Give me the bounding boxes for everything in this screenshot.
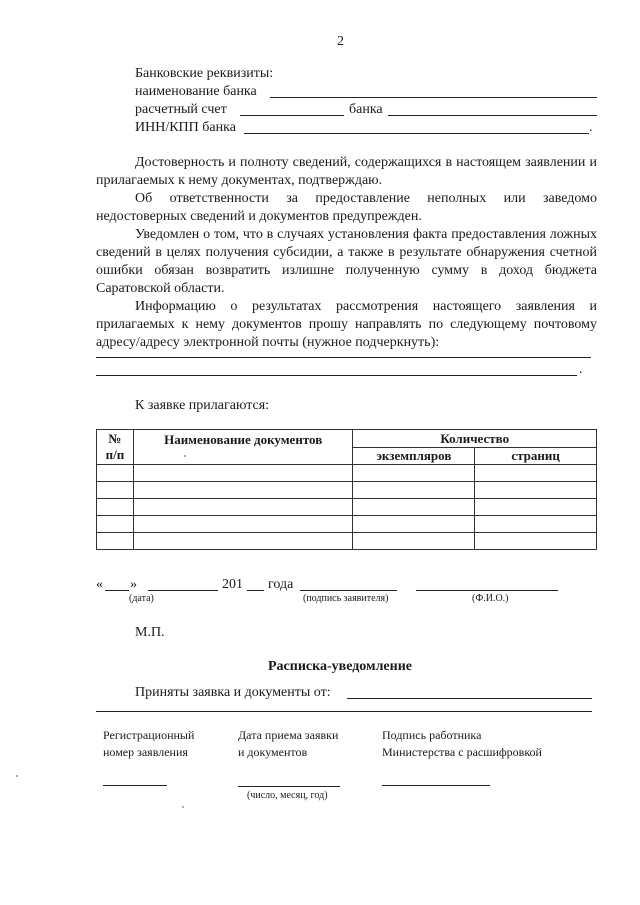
scan-speck [182,806,184,808]
date-month-field[interactable] [148,590,218,591]
stamp-place: М.П. [135,625,165,640]
bank-details-heading: Банковские реквизиты: [135,66,274,81]
registration-number-field[interactable] [103,785,167,786]
col-document-name-header: Наименование документов [133,430,353,465]
date-year-prefix: 201 [222,577,243,592]
col-copies-header: экземпляров [353,448,475,465]
attachments-intro: К заявке прилагаются: [135,398,270,413]
table-row [97,465,597,482]
receipt-from-field[interactable] [347,698,592,699]
bank-name-field[interactable] [270,97,597,98]
date-year-field[interactable] [247,590,264,591]
applicant-signature-field[interactable] [300,590,397,591]
bank-name-label: наименование банка [135,84,257,99]
employee-signature-label: Подпись работника Министерства с расшифровкой [382,728,542,759]
date-quote-close: » [130,577,137,592]
inn-kpp-label: ИНН/КПП банка [135,120,236,135]
date-quote-open: « [96,577,103,592]
fio-caption: (Ф.И.О.) [472,593,509,604]
account-label: расчетный счет [135,102,227,117]
receipt-received-label: Приняты заявка и документы от: [135,685,331,700]
applicant-fio-field[interactable] [416,590,558,591]
inn-kpp-field[interactable] [244,133,589,134]
table-row [97,533,597,550]
scan-speck [184,455,186,457]
receipt-date-caption: (число, месяц, год) [247,790,328,801]
table-row [97,482,597,499]
inn-kpp-end: . [589,120,593,135]
col-pages-header: страниц [475,448,597,465]
col-quantity-header: Количество [353,430,597,448]
address-end: . [579,362,583,377]
date-year-word: года [268,577,294,592]
page-number: 2 [337,34,344,49]
receipt-title: Расписка-уведомление [268,659,412,674]
receipt-from-field-2[interactable] [96,711,592,712]
scan-speck [16,775,18,777]
date-caption: (дата) [129,593,154,604]
address-field-line-1[interactable] [96,357,591,358]
registration-number-label: Регистрационный номер заявления [103,728,195,759]
receipt-date-label: Дата приема заявки и документов [238,728,339,759]
col-number-header: № п/п [97,430,134,465]
paragraph-information: Информацию о результатах рассмотрения настоящего заявления и прилагаемых к нему документов прошу направлять по следующему почтовому адресу/адресу электронной почты (нужное подчеркнуть): [96,299,597,350]
account-bank-field[interactable] [388,115,597,116]
paragraph-notification: Уведомлен о том, что в случаях установления факта предоставления ложных сведений в целях получения субсидии, а также в результате обнаружения счетной ошибки обязан возвратить излишне полученную сумму в доход бюджета Саратовской области. [96,227,597,296]
receipt-date-field[interactable] [238,786,340,787]
table-row [97,499,597,516]
paragraph-responsibility: Об ответственности за предоставление неполных или заведомо недостоверных сведений и документов предупрежден. [96,191,597,224]
table-row [97,516,597,533]
signature-caption: (подпись заявителя) [303,593,389,604]
address-field-line-2[interactable] [96,375,577,376]
paragraph-reliability: Достоверность и полноту сведений, содержащихся в настоящем заявлении и прилагаемых к нему документах, подтверждаю. [96,155,597,188]
account-bank-label: банка [349,102,383,117]
account-number-field[interactable] [240,115,344,116]
employee-signature-field[interactable] [382,785,490,786]
attachments-table [96,429,597,550]
date-day-field[interactable] [105,590,129,591]
